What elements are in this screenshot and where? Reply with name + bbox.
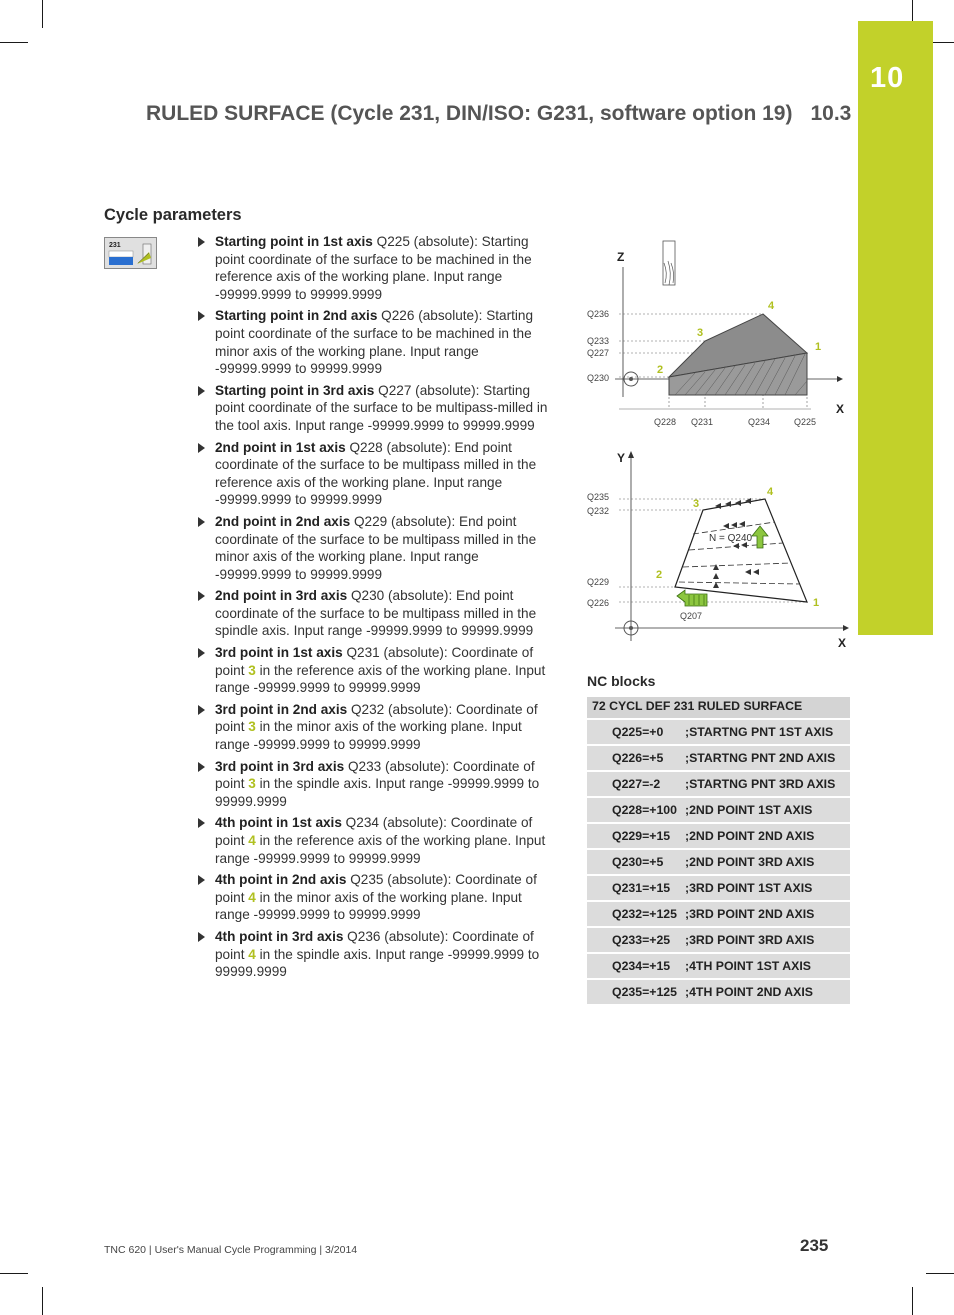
crop-mark	[0, 42, 28, 43]
parameter-name: 2nd point in 3rd axis	[215, 588, 348, 604]
q232-label: Q232	[587, 506, 610, 516]
nc-header-row	[587, 697, 850, 719]
q228-label: Q228	[654, 417, 677, 427]
parameter-name: Starting point in 2nd axis	[215, 308, 378, 324]
nc-comment: ;STARTNG PNT 2ND AXIS	[685, 745, 850, 771]
nc-code: Q231=+15	[587, 875, 685, 901]
nc-code: Q227=-2	[587, 771, 685, 797]
parameter-description-cont: in the reference axis of the working plane. Input range -99999.9999 to 99999.9999	[215, 662, 546, 696]
page-number: 235	[800, 1236, 829, 1255]
nc-code: Q228=+100	[587, 797, 685, 823]
xz-diagram	[585, 237, 855, 432]
parameter-name: 3rd point in 2nd axis	[215, 701, 348, 717]
nc-code: Q230=+5	[587, 849, 685, 875]
section-title: Cycle parameters	[104, 206, 242, 224]
parameter-description: Q233 (absolute): Coordinate of point	[215, 758, 535, 792]
parameter-description: Q227 (absolute): Starting point coordinate of the surface to be multipass-milled in the tool axis. Input range -99999.9999 to 99999.9999	[215, 382, 548, 433]
parameter-name: 2nd point in 1st axis	[215, 439, 346, 455]
parameter-name: Starting point in 3rd axis	[215, 382, 375, 398]
running-head	[146, 102, 851, 126]
parameter-item	[196, 701, 558, 754]
q207-label: Q207	[680, 611, 703, 621]
parameter-name: 3rd point in 1st axis	[215, 645, 343, 661]
bullet-triangle-icon	[198, 591, 205, 601]
crop-mark	[42, 1287, 43, 1315]
bullet-triangle-icon	[198, 932, 205, 942]
crop-mark	[912, 1287, 913, 1315]
nc-code: Q229=+15	[587, 823, 685, 849]
parameter-description-cont: in the minor axis of the working plane. Input range -99999.9999 to 99999.9999	[215, 719, 522, 753]
crop-mark	[0, 1273, 28, 1274]
nc-row	[587, 719, 850, 745]
bullet-triangle-icon	[198, 818, 205, 828]
nc-comment: ;2ND POINT 3RD AXIS	[685, 849, 850, 875]
parameter-description: Q229 (absolute): End point coordinate of the surface to be multipass milled in the minor axis of the working plane. Input range -99999.9999 to 99999.9999	[215, 513, 537, 582]
nc-comment: ;3RD POINT 1ST AXIS	[685, 875, 850, 901]
q229-label: Q229	[587, 577, 610, 587]
nc-code: Q232=+125	[587, 901, 685, 927]
parameter-item	[196, 644, 558, 697]
nc-comment: ;3RD POINT 3RD AXIS	[685, 927, 850, 953]
point-1-label: 1	[815, 341, 822, 353]
parameter-description: Q226 (absolute): Starting point coordinate of the surface to be machined in the minor axis of the working plane. Input range -99999.9999 to 99999.9999	[215, 308, 534, 377]
point-2-label: 2	[657, 364, 664, 376]
milling-tool-icon	[663, 241, 675, 285]
nc-comment: ;2ND POINT 1ST AXIS	[685, 797, 850, 823]
axis-x-label: X	[836, 402, 845, 416]
parameter-item	[196, 928, 558, 981]
nc-comment: ;3RD POINT 2ND AXIS	[685, 901, 850, 927]
point-number: 4	[248, 889, 256, 905]
nc-row	[587, 849, 850, 875]
nc-row	[587, 953, 850, 979]
parameter-item	[196, 513, 558, 583]
parameter-description: Q230 (absolute): End point coordinate of the surface to be multipass milled in the spindle axis. Input range -99999.9999 to 99999.9999	[215, 588, 537, 639]
parameter-item	[196, 814, 558, 867]
footer-text: TNC 620 | User's Manual Cycle Programming | 3/2014	[104, 1244, 358, 1256]
nc-row	[587, 797, 850, 823]
point-number: 4	[248, 833, 256, 848]
nc-header: 72 CYCL DEF 231 RULED SURFACE	[587, 697, 850, 719]
bullet-triangle-icon	[198, 443, 205, 453]
point-number: 4	[248, 946, 256, 962]
bullet-triangle-icon	[198, 386, 205, 396]
nc-row	[587, 979, 850, 1004]
nc-code: Q233=+25	[587, 927, 685, 953]
q227-label: Q227	[587, 348, 610, 358]
bullet-triangle-icon	[198, 705, 205, 715]
parameter-item	[196, 233, 558, 303]
point-3-label: 3	[697, 327, 704, 339]
parameter-description: Q234 (absolute): Coordinate of point	[215, 815, 533, 848]
chapter-tab	[858, 21, 933, 635]
q231-label: Q231	[691, 417, 714, 427]
point-number: 3	[248, 719, 256, 735]
parameter-description-cont: in the minor axis of the working plane. Input range -99999.9999 to 99999.9999	[215, 889, 522, 923]
parameter-description: Q225 (absolute): Starting point coordinate of the surface to be machined in the reference axis of the working plane. Input range -99999.9999 to 99999.9999	[215, 234, 532, 302]
q225-label: Q225	[794, 417, 817, 427]
q226-label: Q226	[587, 598, 610, 608]
bullet-triangle-icon	[198, 762, 205, 772]
bullet-triangle-icon	[198, 311, 205, 321]
parameter-name: 4th point in 2nd axis	[215, 872, 347, 888]
parameter-description: Q228 (absolute): End point coordinate of the surface to be multipass milled in the reference axis of the working plane. Input range -99999.9999 to 99999.9999	[215, 439, 537, 508]
nc-comment: ;4TH POINT 2ND AXIS	[685, 979, 850, 1004]
cycle-231-icon	[104, 237, 157, 269]
bullet-triangle-icon	[198, 517, 205, 527]
point-4-label: 4	[767, 486, 774, 498]
bullet-triangle-icon	[198, 875, 205, 885]
nc-code: Q235=+125	[587, 979, 685, 1004]
section-number: 10.3	[810, 102, 852, 125]
nc-blocks-title: NC blocks	[587, 673, 656, 689]
nc-blocks-table	[587, 697, 850, 1004]
nc-row	[587, 745, 850, 771]
parameter-name: 2nd point in 2nd axis	[215, 513, 351, 529]
q234-label: Q234	[748, 417, 771, 427]
cycle-icon-label: 231	[109, 242, 121, 249]
point-1-label: 1	[813, 597, 820, 609]
parameter-description: Q235 (absolute): Coordinate of point	[215, 872, 537, 905]
nc-comment: ;2ND POINT 2ND AXIS	[685, 823, 850, 849]
nc-comment: ;4TH POINT 1ST AXIS	[685, 953, 850, 979]
parameter-item	[196, 758, 558, 811]
point-4-label: 4	[768, 300, 775, 312]
nc-comment: ;STARTNG PNT 3RD AXIS	[685, 771, 850, 797]
parameter-name: Starting point in 1st axis	[215, 234, 373, 249]
parameter-description-cont: in the reference axis of the working plane. Input range -99999.9999 to 99999.9999	[215, 833, 546, 866]
parameter-description: Q232 (absolute): Coordinate of point	[215, 701, 538, 735]
parameter-item	[196, 439, 558, 509]
nc-code: Q234=+15	[587, 953, 685, 979]
nc-code: Q225=+0	[587, 719, 685, 745]
crop-mark	[42, 0, 43, 28]
point-number: 3	[248, 776, 256, 792]
parameter-name: 3rd point in 3rd axis	[215, 758, 345, 774]
xy-diagram	[585, 446, 855, 656]
stepover-arrow-icon	[677, 590, 707, 606]
chapter-number: 10	[870, 62, 905, 94]
parameter-item	[196, 871, 558, 924]
nc-code: Q226=+5	[587, 745, 685, 771]
q236-label: Q236	[587, 309, 610, 319]
nc-row	[587, 927, 850, 953]
q233-label: Q233	[587, 336, 610, 346]
parameter-name: 4th point in 1st axis	[215, 815, 342, 831]
point-2-label: 2	[656, 569, 663, 581]
bullet-triangle-icon	[198, 237, 205, 247]
crop-mark	[926, 1273, 954, 1274]
parameter-item	[196, 382, 558, 435]
axis-z-label: Z	[617, 250, 625, 264]
parameter-description: Q236 (absolute): Coordinate of point	[215, 928, 534, 962]
parameter-description: Q231 (absolute): Coordinate of point	[215, 645, 534, 678]
parameter-item	[196, 587, 558, 640]
parameter-name: 4th point in 3rd axis	[215, 928, 344, 944]
parameter-description-cont: in the spindle axis. Input range -99999.9999 to 99999.9999	[215, 946, 540, 980]
parameter-list	[196, 233, 558, 985]
parameter-item	[196, 307, 558, 377]
q235-label: Q235	[587, 492, 610, 502]
nc-row	[587, 875, 850, 901]
nc-row	[587, 771, 850, 797]
nc-comment: ;STARTNG PNT 1ST AXIS	[685, 719, 850, 745]
point-number: 3	[248, 662, 256, 678]
axis-x-label: X	[838, 636, 847, 650]
axis-y-label: Y	[617, 451, 626, 465]
nc-row	[587, 823, 850, 849]
running-head-title: RULED SURFACE (Cycle 231, DIN/ISO: G231, software option 19)	[146, 102, 793, 125]
feed-label: N = Q240	[709, 533, 753, 544]
parameter-description-cont: in the spindle axis. Input range -99999.9999 to 99999.9999	[215, 776, 540, 809]
point-3-label: 3	[693, 498, 700, 510]
q230-label: Q230	[587, 373, 610, 383]
nc-row	[587, 901, 850, 927]
bullet-triangle-icon	[198, 648, 205, 658]
